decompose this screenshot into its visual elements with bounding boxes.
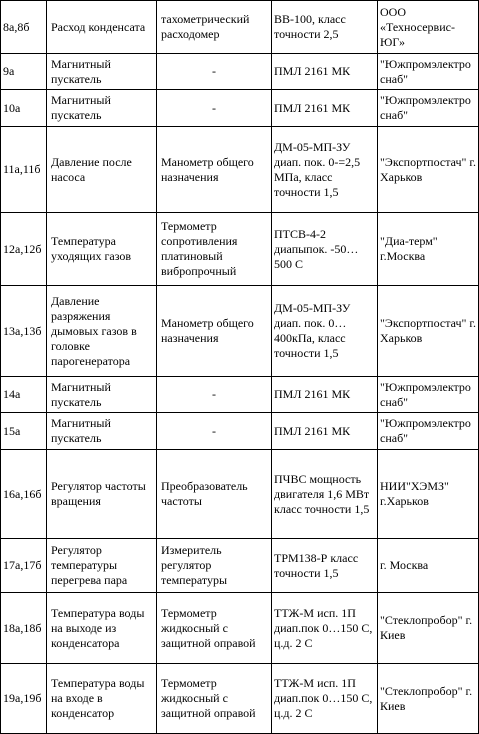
device-type-text: - (212, 423, 216, 438)
table-row (1, 286, 479, 377)
model-cell: ПМЛ 2161 МК (272, 377, 378, 413)
parameter-cell (47, 286, 157, 377)
parameter-cell (47, 1, 157, 54)
row-id-cell: 19а,19б (1, 664, 47, 734)
model-cell: ТРМ138-Р класс точности 1,5 (272, 539, 378, 593)
manufacturer-cell: ООО «Техносервис-ЮГ» (378, 1, 479, 54)
parameter-cell (47, 664, 157, 734)
parameter-cell (47, 54, 157, 90)
model-cell: ПТСВ-4-2 диапыпок. -50…500 С (272, 213, 378, 286)
table-row (1, 539, 479, 593)
table-row (1, 54, 479, 90)
device-type-text: - (212, 64, 216, 78)
manufacturer-cell: "Диа-терм" г.Москва (378, 213, 479, 286)
table-row (1, 213, 479, 286)
parameter-cell (47, 377, 157, 413)
model-cell: ДМ-05-МП-ЗУ диап. пок. 0…400кПа, класс точности 1,5 (272, 286, 378, 377)
parameter-text: Температура воды на выходе из конденсатора (51, 605, 145, 650)
table-row (1, 127, 479, 213)
parameter-text: Температура уходящих газов (51, 234, 132, 263)
device-type-cell (157, 127, 272, 213)
device-type-text: - (212, 387, 216, 401)
device-type-cell (157, 54, 272, 90)
manufacturer-cell: "Южпромэлектроснаб" (378, 413, 479, 450)
row-id-cell: 9а (1, 54, 47, 90)
device-type-cell (157, 593, 272, 664)
device-type-text: Манометр общего назначения (161, 316, 254, 345)
parameter-text: Магнитный пускатель (51, 56, 111, 86)
parameter-text: Магнитный пускатель (51, 93, 111, 122)
parameter-cell (47, 90, 157, 127)
manufacturer-cell: "Экспортпостач" г. Харьков (378, 127, 479, 213)
parameter-cell (47, 593, 157, 664)
parameter-text: Температура воды на входе в конденсатор (51, 676, 145, 720)
parameter-text: Магнитный пускатель (51, 416, 111, 445)
manufacturer-cell: "Южпромэлектроснаб" (378, 377, 479, 413)
parameter-text: Регулятор температуры перегрева пара (51, 543, 128, 587)
device-type-text: - (212, 100, 216, 115)
parameter-text: Давление разряжения дымовых газов в головке парогенератора (51, 293, 137, 368)
table-row (1, 377, 479, 413)
device-type-text: Термометр сопротивления платиновый вибропрочный (161, 219, 238, 278)
manufacturer-cell: "Южпромэлектроснаб" (378, 54, 479, 90)
model-cell: ВВ-100, класс точности 2,5 (272, 1, 378, 54)
model-cell: ПЧВС мощность двигателя 1,6 МВт класс точности 1,5 (272, 450, 378, 539)
device-type-cell (157, 664, 272, 734)
manufacturer-cell: г. Москва (378, 539, 479, 593)
model-cell: ПМЛ 2161 МК (272, 413, 378, 450)
model-cell: ПМЛ 2161 МК (272, 54, 378, 90)
device-type-text: тахометрический расходомер (161, 12, 250, 41)
device-type-cell (157, 213, 272, 286)
table-row (1, 90, 479, 127)
device-type-cell (157, 90, 272, 127)
device-type-text: Термометр жидкосный с защитной оправой (161, 605, 256, 650)
device-type-cell (157, 450, 272, 539)
table-row (1, 450, 479, 539)
device-type-text: Термометр жидкосный с защитной оправой (161, 676, 256, 720)
device-type-cell (157, 539, 272, 593)
parameter-cell (47, 413, 157, 450)
manufacturer-cell: "Стеклопробор" г. Киев (378, 593, 479, 664)
row-id-cell: 10а (1, 90, 47, 127)
row-id-cell: 17а,17б (1, 539, 47, 593)
table-row (1, 413, 479, 450)
device-type-cell (157, 377, 272, 413)
model-cell: ПМЛ 2161 МК (272, 90, 378, 127)
device-type-text: Преобразователь частоты (161, 479, 248, 508)
row-id-cell: 18а,18б (1, 593, 47, 664)
device-type-cell (157, 413, 272, 450)
parameter-text: Регулятор частоты вращения (51, 479, 146, 508)
device-type-cell (157, 286, 272, 377)
parameter-cell (47, 539, 157, 593)
parameter-text: Магнитный пускатель (51, 379, 111, 409)
table-row (1, 1, 479, 54)
row-id-cell: 11а,11б (1, 127, 47, 213)
row-id-cell: 16а,16б (1, 450, 47, 539)
parameter-cell (47, 127, 157, 213)
model-cell: ТТЖ-М исп. 1П диап.пок 0…150 С, ц.д. 2 С (272, 593, 378, 664)
parameter-cell (47, 450, 157, 539)
table-row (1, 664, 479, 734)
manufacturer-cell: "Стеклопробор" г. Киев (378, 664, 479, 734)
device-type-cell (157, 1, 272, 54)
model-cell: ДМ-05-МП-ЗУ диап. пок. 0-=2,5 МПа, класс точности 1,5 (272, 127, 378, 213)
manufacturer-cell: "Экспортпостач" г. Харьков (378, 286, 479, 377)
row-id-cell: 14а (1, 377, 47, 413)
parameter-text: Давление после насоса (51, 154, 132, 184)
row-id-cell: 12а,12б (1, 213, 47, 286)
row-id-cell: 15а (1, 413, 47, 450)
device-type-text: Измеритель регулятор температуры (161, 543, 228, 587)
parameter-cell (47, 213, 157, 286)
parameter-text: Расход конденсата (51, 19, 146, 34)
row-id-cell: 13а,13б (1, 286, 47, 377)
device-type-text: Манометр общего назначения (161, 154, 254, 184)
table-body (1, 1, 479, 734)
manufacturer-cell: "Южпромэлектроснаб" (378, 90, 479, 127)
manufacturer-cell: НИИ"ХЭМЗ" г.Харьков (378, 450, 479, 539)
model-cell: ТТЖ-М исп. 1П диап.пок 0…150 С, ц.д. 2 С (272, 664, 378, 734)
table-row (1, 593, 479, 664)
row-id-cell: 8а,8б (1, 1, 47, 54)
